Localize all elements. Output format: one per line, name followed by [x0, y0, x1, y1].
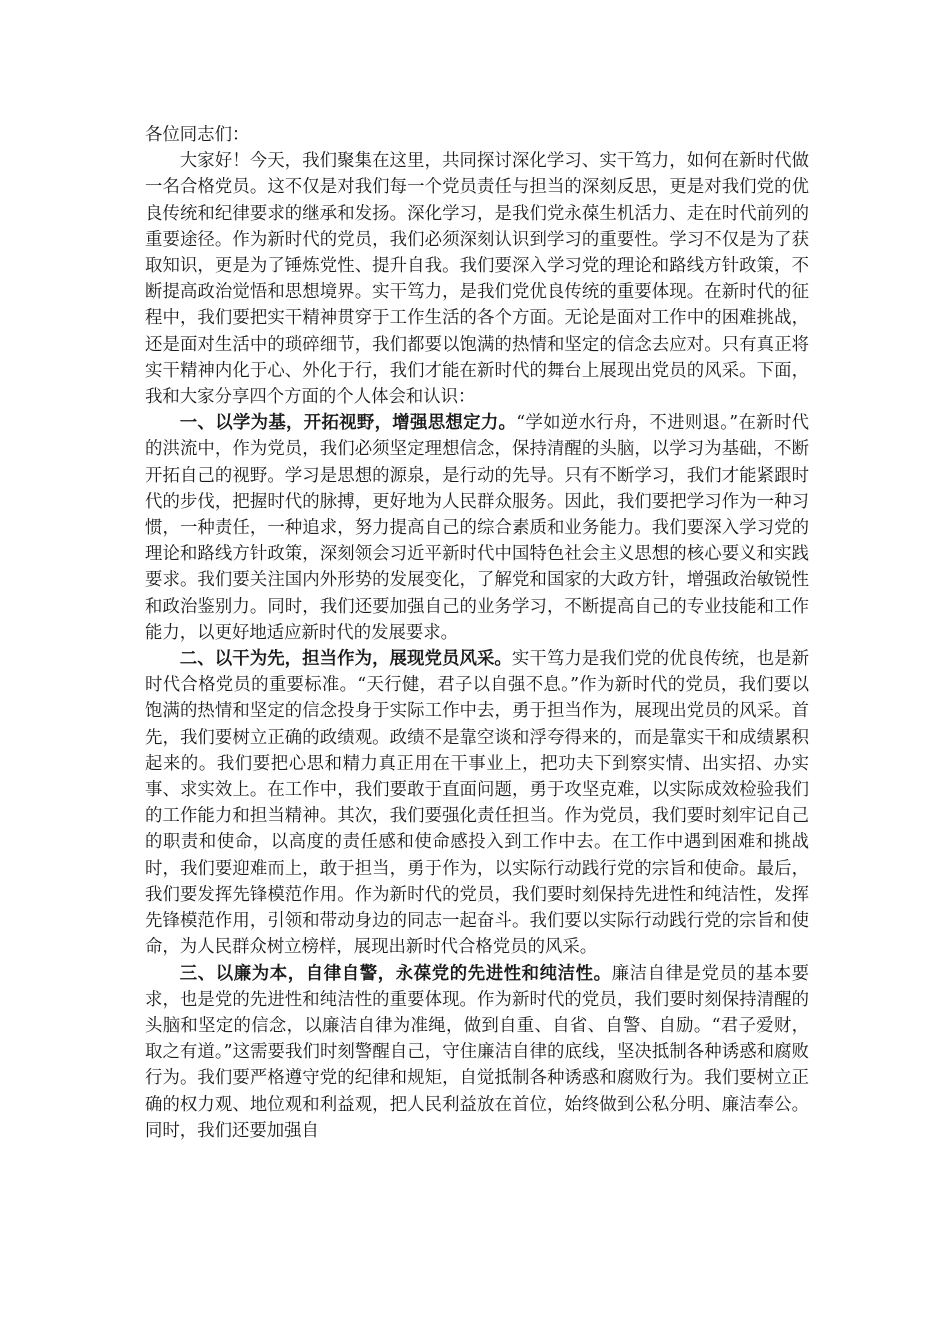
document-page — [145, 122, 809, 1144]
section-2-body: 实干笃力是我们党的优良传统，也是新时代合格党员的重要标准。“天行健，君子以自强不息。”作为新时代的党员，我们要以饱满的热情和坚定的信念投身于实际工作中去，勇于担当作为，展现出党员的风采。首先，我们要树立正确的政绩观。政绩不是靠空谈和浮夸得来的，而是靠实干和成绩累积起来的。我们要把心思和精力真正用在干事业上，把功夫下到察实情、出实招、办实事、求实效上。在工作中，我们要敢于直面问题，勇于攻坚克难，以实际成效检验我们的工作能力和担当精神。其次，我们要强化责任担当。作为党员，我们要时刻牢记自己的职责和使命，以高度的责任感和使命感投入到工作中去。在工作中遇到困难和挑战时，我们要迎难而上，敢于担当，勇于作为，以实际行动践行党的宗旨和使命。最后，我们要发挥先锋模范作用。作为新时代的党员，我们要时刻保持先进性和纯洁性，发挥先锋模范作用，引领和带动身边的同志一起奋斗。我们要以实际行动践行党的宗旨和使命，为人民群众树立榜样，展现出新时代合格党员的风采。 — [145, 649, 809, 958]
intro-paragraph: 大家好！今天，我们聚集在这里，共同探讨深化学习、实干笃力，如何在新时代做一名合格党员。这不仅是对我们每一个党员责任与担当的深刻反思，更是对我们党的优良传统和纪律要求的继承和发扬。深化学习，是我们党永葆生机活力、走在时代前列的重要途径。作为新时代的党员，我们必须深刻认识到学习的重要性。学习不仅是为了获取知识，更是为了锤炼党性、提升自我。我们要深入学习党的理论和路线方针政策，不断提高政治觉悟和思想境界。实干笃力，是我们党优良传统的重要体现。在新时代的征程中，我们要把实干精神贯穿于工作生活的各个方面。无论是面对工作中的困难挑战，还是面对生活中的琐碎细节，我们都要以饱满的热情和坚定的信念去应对。只有真正将实干精神内化于心、外化于行，我们才能在新时代的舞台上展现出党员的风采。下面，我和大家分享四个方面的个人体会和认识： — [145, 151, 809, 408]
section-3-heading: 三、以廉为本，自律自警，永葆党的先进性和纯洁性。 — [179, 963, 612, 984]
section-2-heading: 二、以干为先，担当作为，展现党员风采。 — [179, 649, 512, 670]
section-2-paragraph — [145, 646, 809, 960]
section-3-body: 廉洁自律是党员的基本要求，也是党的先进性和纯洁性的重要体现。作为新时代的党员，我们要时刻保持清醒的头脑和坚定的信念，以廉洁自律为准绳，做到自重、自省、自警、自励。“君子爱财，取之有道。”这需要我们时刻警醒自己，守住廉洁自律的底线，坚决抵制各种诱惑和腐败行为。我们要严格遵守党的纪律和规矩，自觉抵制各种诱惑和腐败行为。我们要树立正确的权力观、地位观和利益观，把人民利益放在首位，始终做到公私分明、廉洁奉公。同时，我们还要加强自 — [145, 963, 809, 1141]
section-1-paragraph — [145, 410, 809, 646]
section-1-heading: 一、以学为基，开拓视野，增强思想定力。 — [179, 413, 517, 434]
section-1-body: “学如逆水行舟，不进则退。”在新时代的洪流中，作为党员，我们必须坚定理想信念，保持清醒的头脑，以学习为基础，不断开拓自己的视野。学习是思想的源泉，是行动的先导。只有不断学习，我们才能紧跟时代的步伐，把握时代的脉搏，更好地为人民群众服务。因此，我们要把学习作为一种习惯，一种责任，一种追求，努力提高自己的综合素质和业务能力。我们要深入学习党的理论和路线方针政策，深刻领会习近平新时代中国特色社会主义思想的核心要义和实践要求。我们要关注国内外形势的发展变化，了解党和国家的大政方针，增强政治敏锐性和政治鉴别力。同时，我们还要加强自己的业务学习，不断提高自己的专业技能和工作能力，以更好地适应新时代的发展要求。 — [145, 413, 809, 643]
greeting: 各位同志们： — [145, 125, 250, 145]
section-3-paragraph — [145, 961, 809, 1144]
